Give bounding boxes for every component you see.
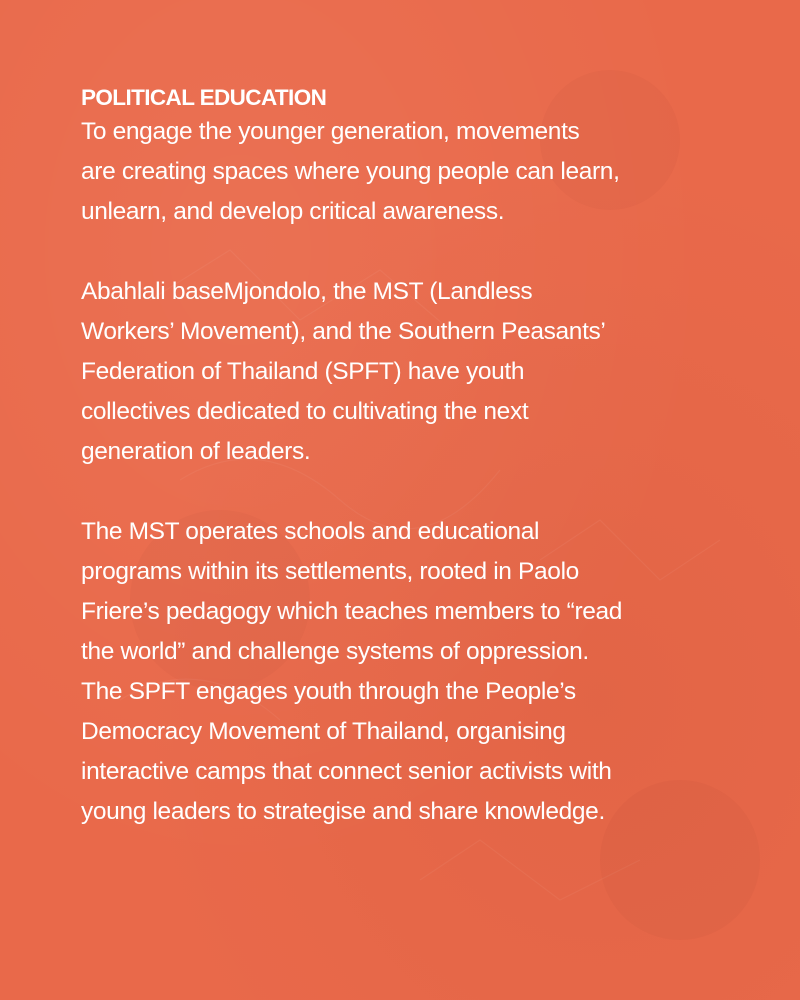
text-line: The SPFT engages youth through the People’s: [81, 678, 576, 705]
paragraph-intro: [81, 112, 721, 232]
text-line: interactive camps that connect senior activists with: [81, 758, 612, 785]
text-line: The MST operates schools and educational: [81, 518, 540, 545]
section-heading: POLITICAL EDUCATION: [81, 85, 327, 110]
text-line: Abahlali baseMjondolo, the MST (Landless: [81, 278, 533, 305]
text-line: unlearn, and develop critical awareness.: [81, 198, 505, 225]
text-line: Friere’s pedagogy which teaches members to “read: [81, 598, 623, 625]
text-line: Federation of Thailand (SPFT) have youth: [81, 358, 525, 385]
text-line: programs within its settlements, rooted in Paolo: [81, 558, 579, 585]
text-line: the world” and challenge systems of oppression.: [81, 638, 589, 665]
text-line: To engage the younger generation, movements: [81, 118, 580, 145]
text-line: collectives dedicated to cultivating the next: [81, 398, 529, 425]
text-line: Democracy Movement of Thailand, organising: [81, 718, 566, 745]
paragraph-programs: [81, 512, 721, 832]
text-line: young leaders to strategise and share knowledge.: [81, 798, 605, 825]
text-line: Workers’ Movement), and the Southern Peasants’: [81, 318, 606, 345]
paragraph-movements: [81, 272, 721, 472]
text-line: are creating spaces where young people can learn,: [81, 158, 620, 185]
article: [81, 84, 721, 832]
text-line: generation of leaders.: [81, 438, 311, 465]
